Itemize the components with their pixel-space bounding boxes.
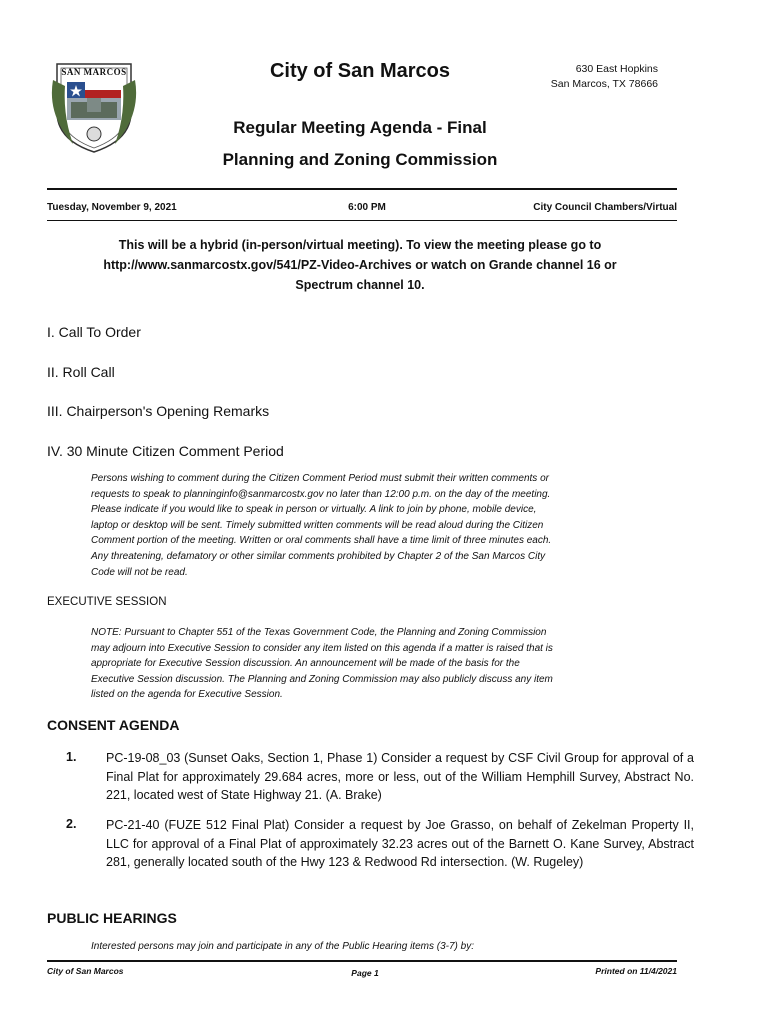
commission-title: Planning and Zoning Commission — [222, 150, 498, 169]
hybrid-notice — [60, 235, 660, 295]
footer-page-number: Page 1 — [351, 968, 379, 978]
note-line: Any threatening, defamatory or other similar comments prohibited by Chapter 2 of the San Marcos City — [91, 550, 546, 562]
note-line: Executive Session discussion. The Planning and Zoning Commission may also publicly discuss any item — [91, 673, 553, 685]
city-seal — [47, 60, 141, 156]
citizen-comment-note — [91, 471, 621, 580]
consent-agenda-heading: CONSENT AGENDA — [47, 717, 180, 733]
consent-item-text: PC-21-40 (FUZE 512 Final Plat) Consider a request by Joe Grasso, on behalf of Zekelman Property II, LLC for approval of a Final Plat of approximately 32.23 acres out of the Barnett O. Kane Survey, Abstract 281, generally located south of the Hwy 123 & Redwood Rd intersection. (W. Rugeley) — [106, 818, 694, 869]
public-hearings-heading: PUBLIC HEARINGS — [47, 910, 177, 926]
section-opening-remarks: III. Chairperson's Opening Remarks — [47, 403, 270, 419]
executive-session-label: EXECUTIVE SESSION — [47, 596, 167, 608]
note-line: Please indicate if you would like to speak in person or virtually. A link to join by phone, mobile device, — [91, 504, 537, 516]
agenda-title: Regular Meeting Agenda - Final — [233, 118, 487, 137]
section-roll-call: II. Roll Call — [47, 364, 115, 380]
footer-city: City of San Marcos — [47, 966, 124, 976]
city-address — [551, 62, 658, 92]
hybrid-notice-line: Spectrum channel 10. — [295, 278, 425, 292]
note-line: requests to speak to planninginfo@sanmarcostx.gov no later than 12:00 p.m. on the day of the meeting. — [91, 488, 551, 500]
meeting-location: City Council Chambers/Virtual — [533, 202, 677, 213]
seal-text: SAN MARCOS — [61, 67, 127, 77]
consent-item-text: PC-19-08_03 (Sunset Oaks, Section 1, Phase 1) Consider a request by CSF Civil Group for approval of a Final Plat for approximately 29.684 acres, more or less, out of the William Hemphill Survey, Abstract No. 221, located west of State Highway 21. (A. Brake) — [106, 751, 694, 802]
consent-item-number: 1. — [66, 750, 77, 764]
executive-session-note — [91, 625, 621, 703]
header-rule — [47, 188, 677, 190]
note-line: may adjourn into Executive Session to consider any item listed on this agenda if a matter is raised that is — [91, 642, 553, 654]
hybrid-notice-line: This will be a hybrid (in-person/virtual meeting). To view the meeting please go to — [118, 238, 602, 252]
meeting-time: 6:00 PM — [348, 202, 386, 213]
meeting-date: Tuesday, November 9, 2021 — [47, 202, 177, 213]
section-call-to-order: I. Call To Order — [47, 324, 141, 340]
address-line-1: 630 East Hopkins — [575, 63, 658, 75]
address-line-2: San Marcos, TX 78666 — [550, 78, 658, 90]
public-hearings-note: Interested persons may join and participate in any of the Public Hearing items (3-7) by: — [91, 941, 474, 952]
footer-print-date: Printed on 11/4/2021 — [595, 966, 677, 976]
note-line: Persons wishing to comment during the Citizen Comment Period must submit their written comments or — [91, 473, 549, 484]
note-line: appropriate for Executive Session discussion. An announcement will be made of the basis for the — [91, 658, 520, 670]
note-line: Code will not be read. — [91, 566, 188, 578]
note-line: NOTE: Pursuant to Chapter 551 of the Texas Government Code, the Planning and Zoning Commission — [91, 627, 547, 638]
note-line: listed on the agenda for Executive Session. — [91, 689, 283, 701]
meta-rule — [47, 220, 677, 221]
note-line: laptop or desktop will be sent. Timely submitted written comments will be read aloud during the Citizen — [91, 519, 544, 531]
city-title: City of San Marcos — [269, 60, 451, 82]
footer-rule — [47, 960, 677, 962]
hybrid-notice-link[interactable]: http://www.sanmarcostx.gov/541/PZ-Video-Archives or watch on Grande channel 16 or — [103, 258, 617, 272]
note-line: Comment portion of the meeting. Written or oral comments shall have a time limit of three minutes each. — [91, 535, 552, 547]
consent-item-number: 2. — [66, 817, 77, 831]
section-citizen-comment: IV. 30 Minute Citizen Comment Period — [47, 443, 284, 459]
